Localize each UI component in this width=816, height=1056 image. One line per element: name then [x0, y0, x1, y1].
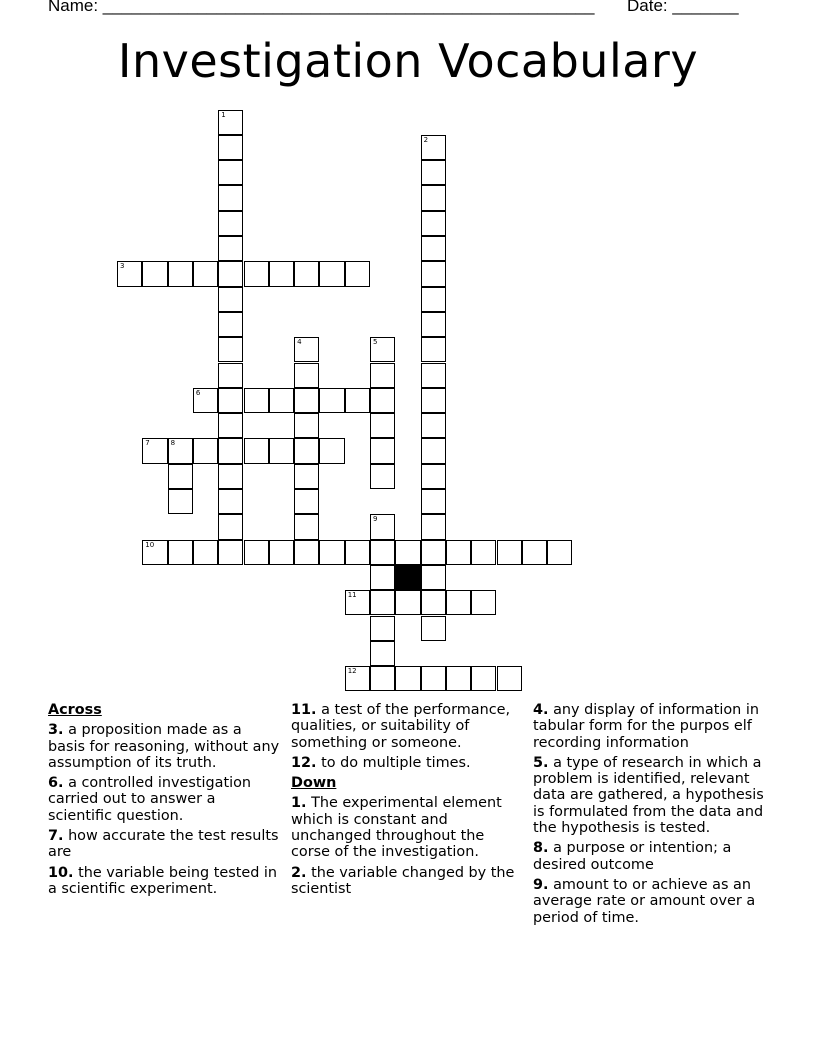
grid-cell[interactable]: [218, 312, 243, 337]
grid-cell[interactable]: [345, 540, 370, 565]
grid-cell[interactable]: [168, 261, 193, 286]
grid-cell[interactable]: [421, 413, 446, 438]
grid-cell[interactable]: [218, 287, 243, 312]
grid-cell[interactable]: [421, 565, 446, 590]
grid-cell[interactable]: [421, 540, 446, 565]
clue-number: 7: [145, 439, 150, 448]
clue-number: 8: [170, 439, 176, 448]
grid-cell[interactable]: [218, 514, 243, 539]
grid-cell[interactable]: [370, 388, 395, 413]
across-clue-10: 10. the variable being tested in a scientific experiment.: [48, 864, 278, 897]
grid-cell[interactable]: [218, 363, 243, 388]
grid-cell[interactable]: [269, 438, 294, 463]
grid-cell[interactable]: [294, 413, 319, 438]
clue-number: 6: [195, 388, 201, 397]
grid-cell[interactable]: [218, 185, 243, 210]
grid-cell[interactable]: [345, 388, 370, 413]
grid-cell[interactable]: [269, 388, 294, 413]
grid-cell[interactable]: [421, 464, 446, 489]
grid-cell[interactable]: [345, 590, 370, 615]
grid-cell[interactable]: [547, 540, 572, 565]
grid-cell[interactable]: [370, 666, 395, 691]
grid-cell[interactable]: [193, 438, 218, 463]
clue-column-1: [48, 702, 280, 901]
page-title: Investigation Vocabulary: [117, 34, 699, 88]
grid-cell[interactable]: [421, 666, 446, 691]
down-clue-5: 5. a type of research in which a problem is identified, relevant data are gathered, a hypothesis is formulated from the data and the hypothesis is tested.: [533, 754, 764, 837]
grid-cell[interactable]: [319, 261, 344, 286]
grid-cell[interactable]: [446, 540, 471, 565]
grid-cell[interactable]: [218, 489, 243, 514]
clue-number: 3: [120, 262, 125, 271]
grid-cell[interactable]: [421, 287, 446, 312]
grid-cell[interactable]: [421, 261, 446, 286]
across-clue-7: 7. how accurate the test results are: [48, 828, 279, 861]
grid-cell[interactable]: [294, 438, 319, 463]
grid-cell[interactable]: [244, 388, 269, 413]
grid-cell[interactable]: [218, 337, 243, 362]
black-square: [395, 565, 420, 590]
grid-cell[interactable]: [218, 388, 243, 413]
grid-cell[interactable]: [142, 438, 167, 463]
grid-cell[interactable]: [421, 135, 446, 160]
grid-cell[interactable]: [471, 540, 496, 565]
grid-cell[interactable]: [370, 363, 395, 388]
grid-cell[interactable]: [395, 666, 420, 691]
grid-cell[interactable]: [244, 261, 269, 286]
grid-cell[interactable]: [218, 135, 243, 160]
clue-column-3: [533, 702, 765, 930]
down-clue-4: 4. any display of information in tabular form for the purpos elf recording information: [533, 702, 759, 751]
grid-cell[interactable]: [294, 261, 319, 286]
across-heading: Across: [48, 702, 102, 718]
grid-cell[interactable]: [142, 261, 167, 286]
grid-cell[interactable]: [395, 540, 420, 565]
across-clue-3: 3. a proposition made as a basis for reasoning, without any assumption of its truth.: [48, 722, 280, 771]
down-clue-2: 2. the variable changed by the scientist: [291, 864, 515, 897]
grid-cell[interactable]: [370, 337, 395, 362]
grid-cell[interactable]: [294, 489, 319, 514]
grid-cell[interactable]: [497, 540, 522, 565]
clue-number: 5: [373, 338, 378, 347]
across-clue-11: 11. a test of the performance, qualities, or suitability of something or someone.: [291, 702, 511, 751]
grid-cell[interactable]: [370, 413, 395, 438]
grid-cell[interactable]: [244, 438, 269, 463]
across-clue-12: 12. to do multiple times.: [291, 754, 471, 771]
clue-number: 12: [347, 667, 357, 676]
grid-cell[interactable]: [319, 438, 344, 463]
grid-cell[interactable]: [294, 514, 319, 539]
grid-cell[interactable]: [218, 110, 243, 135]
grid-cell[interactable]: [168, 464, 193, 489]
grid-cell[interactable]: [193, 540, 218, 565]
grid-cell[interactable]: [218, 464, 243, 489]
grid-cell[interactable]: [319, 388, 344, 413]
grid-cell[interactable]: [421, 337, 446, 362]
grid-cell[interactable]: [294, 540, 319, 565]
grid-cell[interactable]: [421, 236, 446, 261]
across-clue-6: 6. a controlled investigation carried out to answer a scientific question.: [48, 775, 252, 824]
grid-cell[interactable]: [370, 641, 395, 666]
grid-cell[interactable]: [218, 438, 243, 463]
clue-column-2: [291, 702, 523, 901]
grid-cell[interactable]: [370, 514, 395, 539]
grid-cell[interactable]: [446, 590, 471, 615]
grid-cell[interactable]: [218, 236, 243, 261]
date-field-line: Date: _______: [627, 0, 739, 15]
grid-cell[interactable]: [421, 312, 446, 337]
grid-cell[interactable]: [218, 261, 243, 286]
grid-cell[interactable]: [446, 666, 471, 691]
grid-cell[interactable]: [497, 666, 522, 691]
grid-cell[interactable]: [142, 540, 167, 565]
grid-cell[interactable]: [294, 363, 319, 388]
down-heading: Down: [291, 775, 337, 792]
grid-cell[interactable]: [471, 666, 496, 691]
grid-cell[interactable]: [421, 590, 446, 615]
grid-cell[interactable]: [421, 514, 446, 539]
down-clue-9: 9. amount to or achieve as an average rate or amount over a period of time.: [533, 876, 756, 926]
grid-cell[interactable]: [370, 616, 395, 641]
grid-cell[interactable]: [421, 363, 446, 388]
grid-cell[interactable]: [370, 540, 395, 565]
grid-cell[interactable]: [218, 160, 243, 185]
grid-cell[interactable]: [168, 438, 193, 463]
grid-cell[interactable]: [193, 388, 218, 413]
grid-cell[interactable]: [218, 413, 243, 438]
clue-number: 1: [221, 110, 226, 119]
grid-cell[interactable]: [168, 489, 193, 514]
grid-cell[interactable]: [370, 464, 395, 489]
grid-cell[interactable]: [269, 261, 294, 286]
grid-cell[interactable]: [294, 337, 319, 362]
grid-cell[interactable]: [421, 185, 446, 210]
grid-cell[interactable]: [370, 590, 395, 615]
down-clue-8: 8. a purpose or intention; a desired outcome: [533, 840, 732, 873]
clue-number: 2: [423, 135, 429, 144]
clue-number: 9: [373, 515, 378, 524]
clue-number: 4: [297, 338, 302, 347]
grid-cell[interactable]: [421, 160, 446, 185]
grid-cell[interactable]: [471, 590, 496, 615]
grid-cell[interactable]: [370, 438, 395, 463]
grid-cell[interactable]: [218, 540, 243, 565]
grid-cell[interactable]: [294, 464, 319, 489]
grid-cell[interactable]: [345, 261, 370, 286]
grid-cell[interactable]: [421, 388, 446, 413]
grid-cell[interactable]: [421, 489, 446, 514]
grid-cell[interactable]: [395, 590, 420, 615]
grid-cell[interactable]: [193, 261, 218, 286]
grid-cell[interactable]: [168, 540, 193, 565]
grid-cell[interactable]: [421, 438, 446, 463]
grid-cell[interactable]: [117, 261, 142, 286]
clue-number: 10: [145, 540, 155, 549]
grid-cell[interactable]: [345, 666, 370, 691]
grid-cell[interactable]: [421, 616, 446, 641]
grid-cell[interactable]: [269, 540, 294, 565]
down-clue-1: 1. The experimental element which is constant and unchanged throughout the corse of the investigation.: [291, 795, 502, 861]
grid-cell[interactable]: [421, 211, 446, 236]
grid-cell[interactable]: [319, 540, 344, 565]
grid-cell[interactable]: [294, 388, 319, 413]
grid-cell[interactable]: [244, 540, 269, 565]
grid-cell[interactable]: [522, 540, 547, 565]
clue-number: 11: [347, 591, 357, 600]
grid-cell[interactable]: [218, 211, 243, 236]
grid-cell[interactable]: [370, 565, 395, 590]
name-field-line: Name: ____________________________________________________: [48, 0, 595, 15]
